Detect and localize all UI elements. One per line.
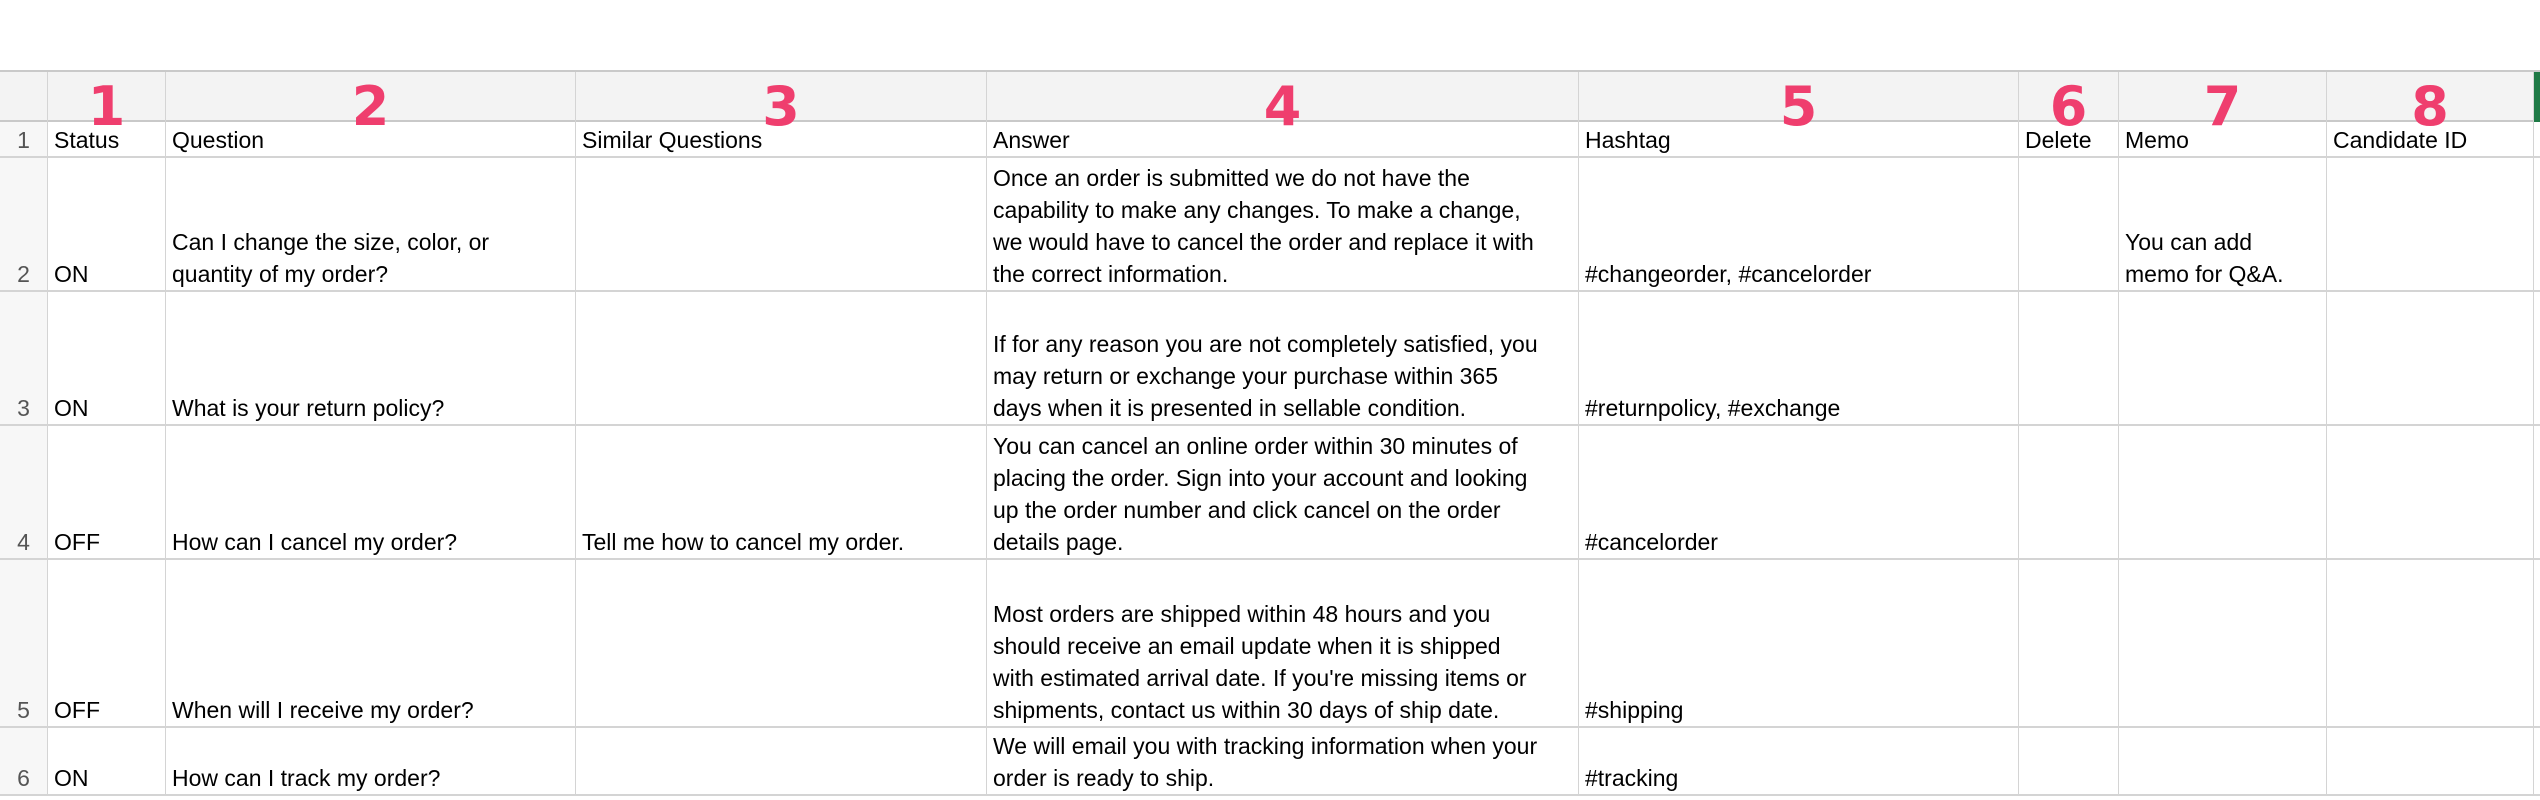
status-value: ON xyxy=(54,395,89,421)
column-number-3: 3 xyxy=(762,75,800,138)
cell-question[interactable] xyxy=(166,292,576,424)
column-number-4: 4 xyxy=(1263,75,1302,138)
table-row xyxy=(0,728,2540,796)
table-row-header xyxy=(0,122,2540,158)
question-header-label: Question xyxy=(172,127,265,153)
active-cell-indicator xyxy=(2534,72,2540,122)
similar-header-label: Similar Questions xyxy=(582,127,763,153)
column-number-7: 7 xyxy=(2203,75,2242,138)
status-value: OFF xyxy=(54,529,100,555)
column-number-5: 5 xyxy=(1779,75,1818,138)
column-header-h[interactable] xyxy=(2327,72,2534,138)
column-header-e[interactable] xyxy=(1579,72,2019,138)
memo-value: You can add memo for Q&A. xyxy=(2125,229,2284,287)
question-value: Can I change the size, color, or quantity of my order? xyxy=(172,229,490,287)
question-value: When will I receive my order? xyxy=(172,697,474,723)
cell-candidate[interactable] xyxy=(2327,158,2534,290)
memo-header-label: Memo xyxy=(2125,127,2189,153)
cell-similar[interactable] xyxy=(576,292,987,424)
answer-value: Once an order is submitted we do not have the capability to make any changes. To make a change, we would have to cancel the order and replace it with the correct information. xyxy=(993,165,1534,287)
cell-answer[interactable] xyxy=(987,728,1579,794)
cell-similar[interactable] xyxy=(576,158,987,290)
cell-answer[interactable] xyxy=(987,158,1579,290)
cell-answer-header[interactable] xyxy=(987,122,1579,156)
corner-select-all[interactable] xyxy=(0,72,48,122)
cell-memo[interactable] xyxy=(2119,158,2327,290)
column-number-6: 6 xyxy=(2049,75,2088,138)
hashtag-value: #tracking xyxy=(1585,765,1679,791)
cell-candidate[interactable] xyxy=(2327,292,2534,424)
cell-hashtag[interactable] xyxy=(1579,728,2019,794)
status-value: OFF xyxy=(54,697,100,723)
column-number-8: 8 xyxy=(2411,75,2449,138)
cell-delete[interactable] xyxy=(2019,158,2119,290)
cell-status[interactable] xyxy=(48,560,166,726)
hashtag-header-label: Hashtag xyxy=(1585,127,1671,153)
cell-similar[interactable] xyxy=(576,728,987,794)
hashtag-value: #returnpolicy, #exchange xyxy=(1585,395,1841,421)
table-row xyxy=(0,560,2540,728)
column-header-f[interactable] xyxy=(2019,72,2119,138)
answer-value: We will email you with tracking information when your order is ready to ship. xyxy=(993,733,1538,791)
row-number[interactable]: 1 xyxy=(0,122,48,156)
cell-delete[interactable] xyxy=(2019,560,2119,726)
answer-value: You can cancel an online order within 30 minutes of placing the order. Sign into your account and looking up the order number and click cancel on the order details page. xyxy=(993,433,1528,555)
status-value: ON xyxy=(54,765,89,791)
cell-memo[interactable] xyxy=(2119,728,2327,794)
cell-hashtag[interactable] xyxy=(1579,426,2019,558)
cell-question[interactable] xyxy=(166,560,576,726)
row-number[interactable]: 5 xyxy=(0,560,48,726)
cell-candidate[interactable] xyxy=(2327,728,2534,794)
column-header-a[interactable] xyxy=(48,72,166,138)
question-value: How can I track my order? xyxy=(172,765,441,791)
column-header-g[interactable] xyxy=(2119,72,2327,138)
cell-candidate[interactable] xyxy=(2327,426,2534,558)
cell-answer[interactable] xyxy=(987,560,1579,726)
cell-question[interactable] xyxy=(166,426,576,558)
cell-answer[interactable] xyxy=(987,426,1579,558)
hashtag-value: #cancelorder xyxy=(1585,529,1718,555)
delete-header-label: Delete xyxy=(2025,127,2092,153)
cell-question[interactable] xyxy=(166,728,576,794)
cell-memo-header[interactable] xyxy=(2119,122,2327,156)
answer-value: Most orders are shipped within 48 hours and you should receive an email update when it is shipped with estimated arrival date. If you're missing items or shipments, contact us within 30 days of ship date. xyxy=(993,601,1527,723)
cell-delete[interactable] xyxy=(2019,292,2119,424)
cell-status[interactable] xyxy=(48,426,166,558)
answer-value: If for any reason you are not completely satisfied, you may return or exchange your purchase within 365 days when it is presented in sellable condition. xyxy=(993,331,1538,421)
cell-status[interactable] xyxy=(48,728,166,794)
cell-hashtag[interactable] xyxy=(1579,158,2019,290)
column-header-c[interactable] xyxy=(576,72,987,138)
cell-candidate[interactable] xyxy=(2327,560,2534,726)
cell-hashtag[interactable] xyxy=(1579,292,2019,424)
hashtag-value: #shipping xyxy=(1585,697,1684,723)
answer-header-label: Answer xyxy=(993,127,1070,153)
cell-candidate-header[interactable] xyxy=(2327,122,2534,156)
cell-similar[interactable] xyxy=(576,426,987,558)
row-number[interactable]: 2 xyxy=(0,158,48,290)
cell-hashtag-header[interactable] xyxy=(1579,122,2019,156)
cell-memo[interactable] xyxy=(2119,292,2327,424)
cell-answer[interactable] xyxy=(987,292,1579,424)
cell-delete[interactable] xyxy=(2019,426,2119,558)
question-value: What is your return policy? xyxy=(172,395,445,421)
table-row xyxy=(0,292,2540,426)
column-number-1: 1 xyxy=(87,75,126,138)
row-number[interactable]: 6 xyxy=(0,728,48,794)
cell-hashtag[interactable] xyxy=(1579,560,2019,726)
hashtag-value: #changeorder, #cancelorder xyxy=(1585,261,1872,287)
table-row xyxy=(0,158,2540,292)
status-header-label: Status xyxy=(54,127,120,153)
question-value: How can I cancel my order? xyxy=(172,529,458,555)
cell-status[interactable] xyxy=(48,158,166,290)
row-number[interactable]: 4 xyxy=(0,426,48,558)
column-header-d[interactable] xyxy=(987,72,1579,138)
cell-delete-header[interactable] xyxy=(2019,122,2119,156)
cell-status-header[interactable] xyxy=(48,122,166,156)
column-header-b[interactable] xyxy=(166,72,576,138)
column-number-2: 2 xyxy=(351,75,390,138)
cell-memo[interactable] xyxy=(2119,426,2327,558)
candidate-header-label: Candidate ID xyxy=(2333,127,2468,153)
cell-question[interactable] xyxy=(166,158,576,290)
column-header-bar xyxy=(0,70,2540,138)
table-row xyxy=(0,426,2540,560)
cell-question-header[interactable] xyxy=(166,122,576,156)
cell-similar[interactable] xyxy=(576,560,987,726)
cell-delete[interactable] xyxy=(2019,728,2119,794)
cell-similar-header[interactable] xyxy=(576,122,987,156)
status-value: ON xyxy=(54,261,89,287)
similar-value: Tell me how to cancel my order. xyxy=(582,529,905,555)
cell-memo[interactable] xyxy=(2119,560,2327,726)
cell-status[interactable] xyxy=(48,292,166,424)
row-number[interactable]: 3 xyxy=(0,292,48,424)
